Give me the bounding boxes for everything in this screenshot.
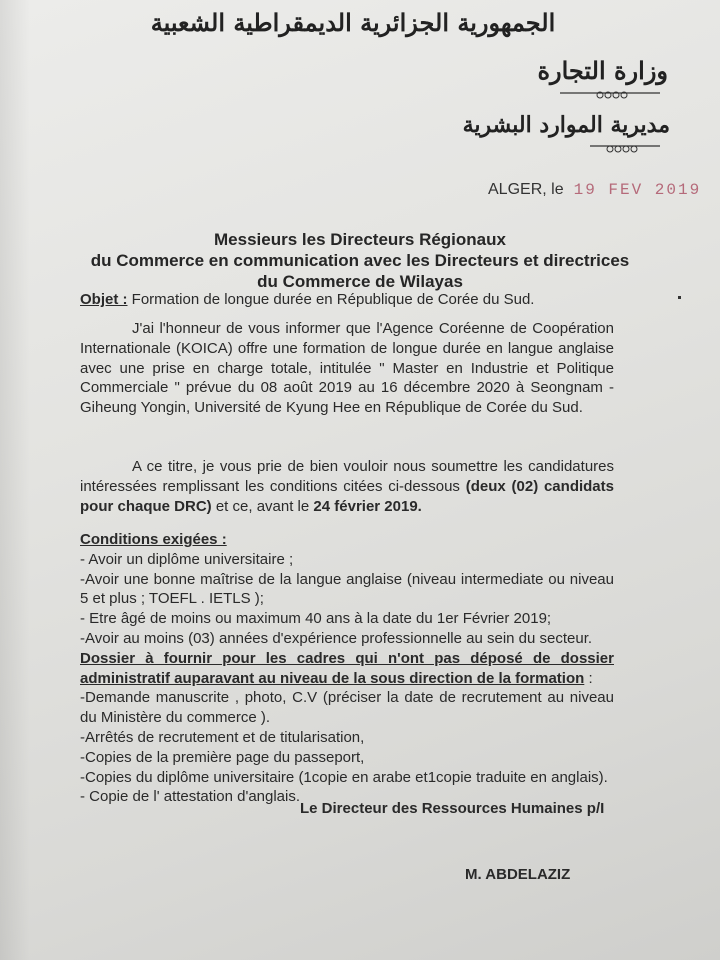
paragraph-2-text-a: A ce titre, je vous prie de bien vouloir nous soumettre les candidatures intéressées remplissant les conditions citées ci-dessous	[80, 458, 614, 495]
arabic-ministry-header: وزارة التجارة	[537, 56, 668, 85]
dossier-item: -Demande manuscrite , photo, C.V (préciser la date de recrutement au niveau du Ministère du commerce ).	[80, 689, 614, 727]
body-paragraph-2	[80, 457, 614, 516]
date-place: ALGER, le	[488, 181, 564, 198]
addressee-line-2: du Commerce en communication avec les Directeurs et directrices	[90, 251, 630, 270]
directorate-underline-ornament	[590, 142, 660, 152]
addressee-block	[60, 229, 660, 292]
dossier-item: -Arrêtés de recrutement et de titularisation,	[80, 728, 365, 746]
subject-label: Objet :	[80, 291, 128, 308]
paragraph-2-candidates-bold: (deux (02) candidats pour chaque DRC)	[80, 477, 614, 515]
arabic-directorate-header: مديرية الموارد البشرية	[462, 112, 670, 138]
page-edge-shadow	[0, 0, 30, 960]
date-line	[488, 181, 701, 199]
margin-mark	[678, 296, 681, 299]
condition-item: -Avoir au moins (03) années d'expérience professionnelle au sein du secteur.	[80, 629, 593, 647]
date-stamp: 19 FEV 2019	[573, 181, 702, 199]
paragraph-2-text-b: et ce, avant le	[215, 497, 310, 515]
arabic-republic-header: الجمهورية الجزائرية الديمقراطية الشعبية	[150, 8, 556, 37]
dossier-heading-suffix: :	[588, 669, 593, 687]
dossier-item: -Copies de la première page du passeport,	[80, 748, 365, 766]
dossier-heading: Dossier à fournir pour les cadres qui n'ont pas déposé de dossier administratif auparavant au niveau de la sous direction de la formation	[80, 649, 614, 687]
subject-text: Formation de longue durée en République de Corée du Sud.	[131, 291, 535, 308]
paragraph-1-text: J'ai l'honneur de vous informer que l'Agence Coréenne de Coopération Internationale (KOICA) offre une formation de longue durée en langue anglaise avec une prise en charge totale, intitulée " Master en Industrie et Politique Commerciale " prévue du 08 août 2019 au 16 décembre 2020 à Seongnam - Giheung Yongin, Université de Kyung Hee en République de Corée du Sud.	[80, 320, 614, 417]
paragraph-2-deadline-bold: 24 février 2019.	[313, 497, 422, 515]
body-paragraph-1	[80, 319, 614, 418]
conditions-section	[80, 530, 614, 807]
addressee-line-3: du Commerce de Wilayas	[257, 272, 463, 291]
condition-item: -Avoir une bonne maîtrise de la langue anglaise (niveau intermediate ou niveau 5 et plus ; TOEFL . IETLS );	[80, 570, 614, 608]
condition-item: - Etre âgé de moins ou maximum 40 ans à la date du 1er Février 2019;	[80, 610, 552, 628]
dossier-heading-wrap	[80, 649, 614, 689]
dossier-item: - Copie de l' attestation d'anglais.	[80, 788, 301, 806]
condition-item: - Avoir un diplôme universitaire ;	[80, 550, 294, 568]
subject-line	[80, 290, 614, 310]
dossier-item: -Copies du diplôme universitaire (1copie en arabe et1copie traduite en anglais).	[80, 768, 608, 786]
signature-title: Le Directeur des Ressources Humaines p/I	[300, 800, 605, 817]
signatory-name: M. ABDELAZIZ	[465, 866, 571, 883]
addressee-line-1: Messieurs les Directeurs Régionaux	[214, 230, 506, 249]
ministry-underline-ornament	[560, 88, 660, 98]
conditions-heading: Conditions exigées :	[80, 531, 227, 548]
